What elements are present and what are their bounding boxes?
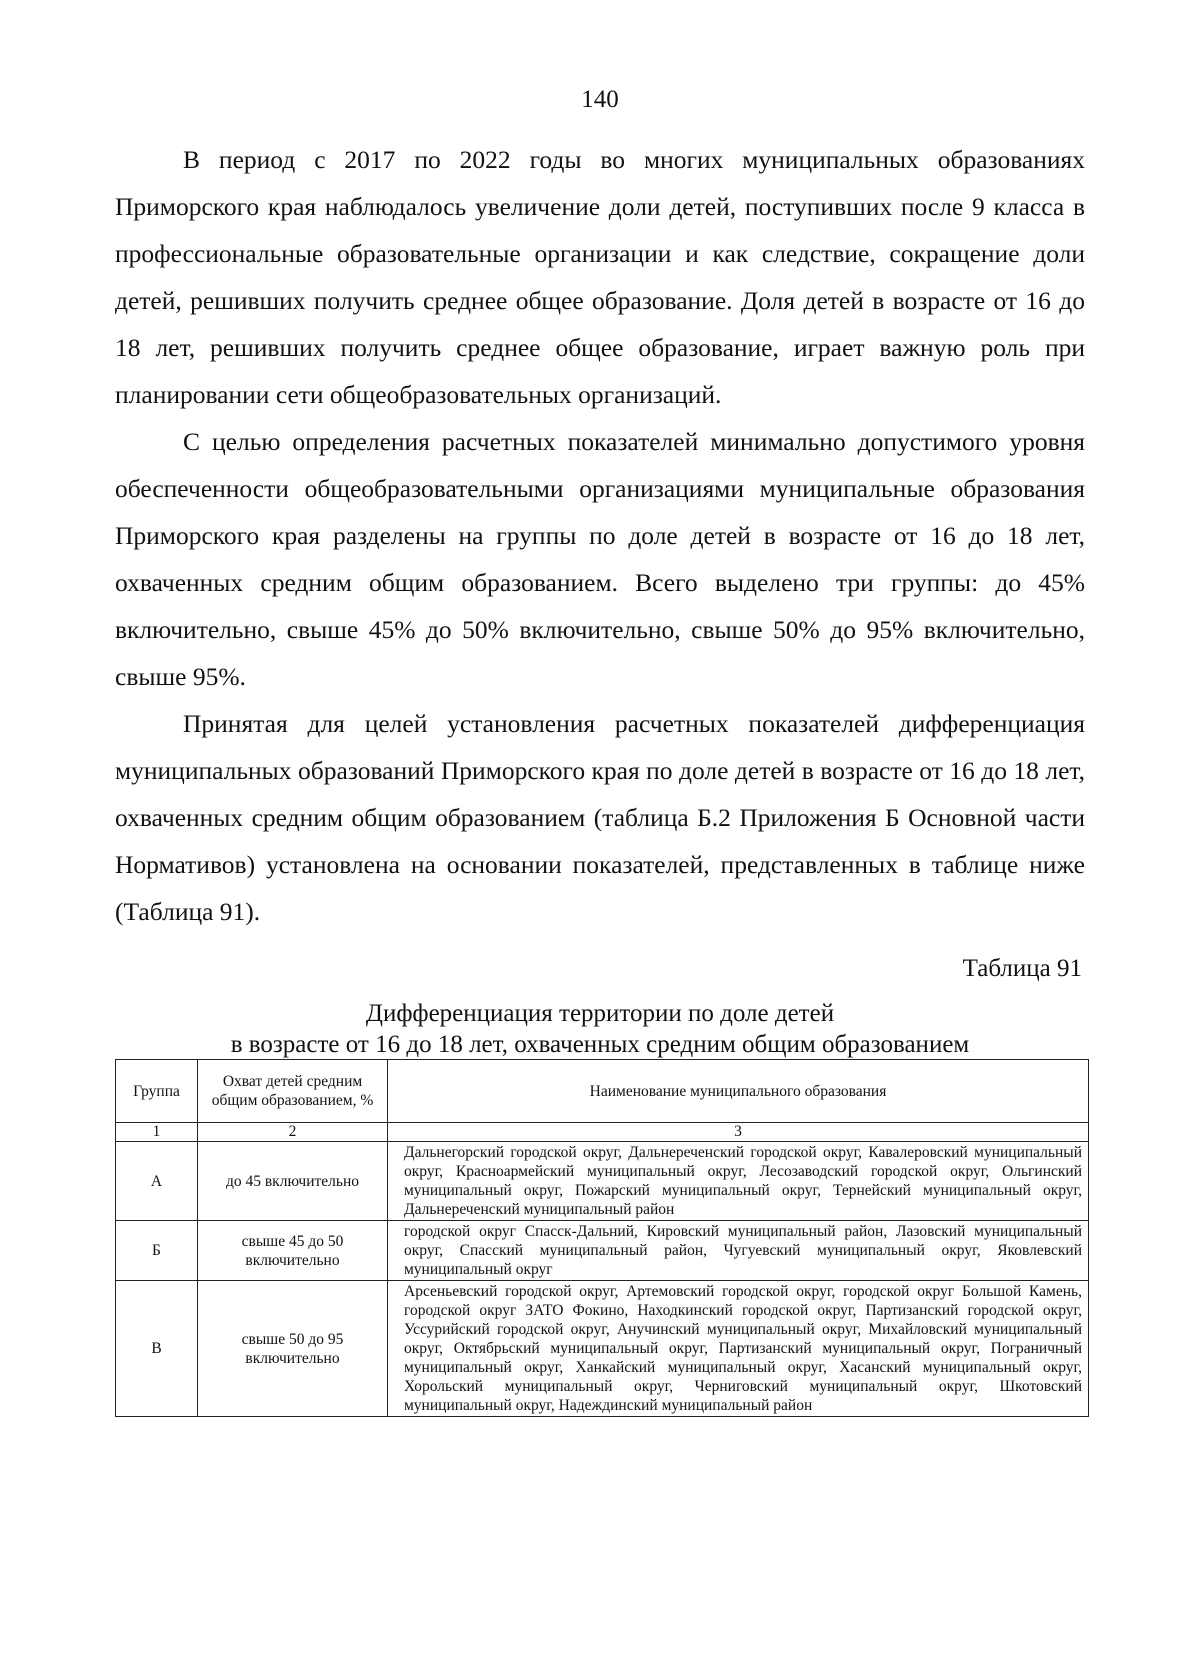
differentiation-table	[115, 1059, 1089, 1417]
table-caption-line-1: Дифференциация территории по доле детей	[365, 1000, 835, 1027]
differentiation-table-wrap	[115, 1059, 1089, 1417]
row-v-names: Арсеньевский городской округ, Артемовский городской округ, городской округ Большой Камень, городской округ ЗАТО Фокино, Находкинский городской округ, Партизанский городской округ, Уссурийский городской округ, Анучинский муниципальный округ, Михайловский муниципальный округ, Октябрьский муниципальный округ, Партизанский муниципальный округ, Пограничный муниципальный округ, Ханкайский муниципальный округ, Хасанский муниципальный округ, Хорольский муниципальный округ, Черниговский муниципальный округ, Шкотовский муниципальный округ, Надеждинский муниципальный район	[388, 1281, 1089, 1417]
column-number-1: 1	[116, 1123, 198, 1142]
row-b-group: Б	[116, 1221, 198, 1281]
table-row-group-v	[116, 1281, 1089, 1417]
header-name: Наименование муниципального образования	[388, 1060, 1089, 1123]
table-row-group-a	[116, 1142, 1089, 1221]
row-a-coverage: до 45 включительно	[198, 1142, 388, 1221]
table-header-row	[116, 1060, 1089, 1123]
column-number-2: 2	[198, 1123, 388, 1142]
paragraph-1: В период с 2017 по 2022 годы во многих муниципальных образованиях Приморского края наблюдалось увеличение доли детей, поступивших после 9 класса в профессиональные образовательные организации и как следствие, сокращение доли детей, решивших получить среднее общее образование. Доля детей в возрасте от 16 до 18 лет, решивших получить среднее общее образование, играет важную роль при планировании сети общеобразовательных организаций.	[115, 145, 1085, 409]
table-row-group-b	[116, 1221, 1089, 1281]
paragraph-2: С целью определения расчетных показателей минимально допустимого уровня обеспеченности общеобразовательными организациями муниципальные образования Приморского края разделены на группы по доле детей в возрасте от 16 до 18 лет, охваченных средним общим образованием. Всего выделено три группы: до 45% включительно, свыше 45% до 50% включительно, свыше 50% до 95% включительно, свыше 95%.	[115, 427, 1085, 691]
row-v-group: В	[116, 1281, 198, 1417]
row-b-coverage: свыше 45 до 50 включительно	[198, 1221, 388, 1281]
header-group: Группа	[116, 1060, 198, 1123]
page-number: 140	[581, 86, 619, 113]
table-caption-line-2: в возрасте от 16 до 18 лет, охваченных средним общим образованием	[230, 1031, 970, 1058]
table-label: Таблица 91	[962, 955, 1082, 982]
row-b-names: городской округ Спасск-Дальний, Кировский муниципальный район, Лазовский муниципальный округ, Спасский муниципальный район, Чугуевский муниципальный округ, Яковлевский муниципальный округ	[388, 1221, 1089, 1281]
body-text	[115, 136, 1085, 935]
row-a-group: А	[116, 1142, 198, 1221]
row-v-coverage: свыше 50 до 95 включительно	[198, 1281, 388, 1417]
table-caption	[115, 998, 1085, 1060]
paragraph-3: Принятая для целей установления расчетных показателей дифференциация муниципальных образований Приморского края по доле детей в возрасте от 16 до 18 лет, охваченных средним общим образованием (таблица Б.2 Приложения Б Основной части Нормативов) установлена на основании показателей, представленных в таблице ниже (Таблица 91).	[115, 709, 1085, 926]
row-a-names: Дальнегорский городской округ, Дальнереченский городской округ, Кавалеровский муниципальный округ, Красноармейский муниципальный округ, Лесозаводский городской округ, Ольгинский муниципальный округ, Пожарский муниципальный округ, Тернейский муниципальный округ, Дальнереченский муниципальный район	[388, 1142, 1089, 1221]
header-coverage: Охват детей средним общим образованием, %	[198, 1060, 388, 1123]
column-number-3: 3	[388, 1123, 1089, 1142]
table-column-numbers-row	[116, 1123, 1089, 1142]
